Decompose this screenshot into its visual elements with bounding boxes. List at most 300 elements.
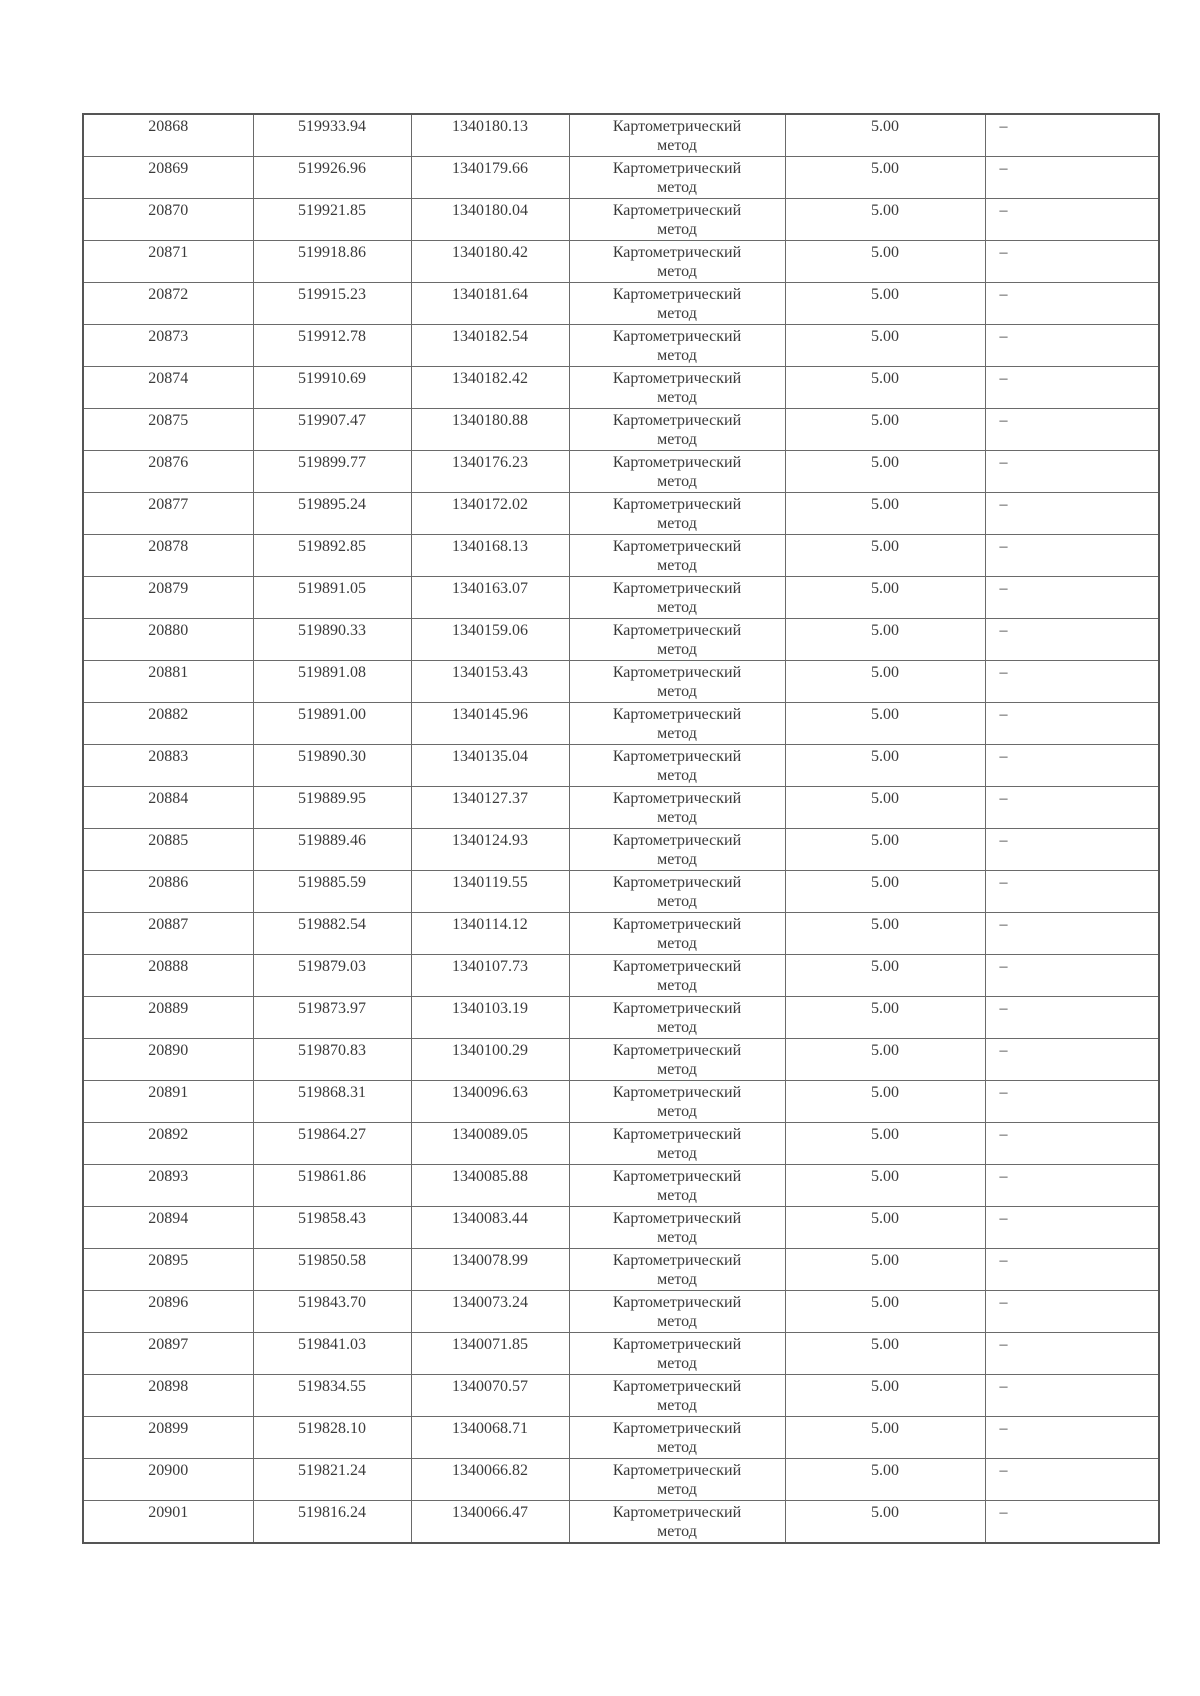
cell-note: –: [985, 577, 1159, 619]
method-line-2: метод: [657, 725, 697, 742]
cell-coordinate-x: 519912.78: [253, 325, 411, 367]
method-line-1: Картометрический: [612, 580, 742, 597]
cell-point-number: 20869: [83, 157, 253, 199]
table-row: [83, 451, 1159, 493]
method-line-1: Картометрический: [612, 1462, 742, 1479]
cell-coordinate-y: 1340107.73: [411, 955, 569, 997]
cell-point-number: 20876: [83, 451, 253, 493]
cell-accuracy: 5.00: [785, 577, 985, 619]
cell-note: –: [985, 661, 1159, 703]
cell-coordinate-x: 519882.54: [253, 913, 411, 955]
cell-point-number: 20873: [83, 325, 253, 367]
cell-note: –: [985, 1417, 1159, 1459]
table-row: [83, 661, 1159, 703]
table-row: [83, 1039, 1159, 1081]
cell-accuracy: 5.00: [785, 1207, 985, 1249]
cell-method: [569, 1081, 785, 1123]
cell-coordinate-y: 1340089.05: [411, 1123, 569, 1165]
method-line-2: метод: [657, 389, 697, 406]
cell-coordinate-x: 519890.30: [253, 745, 411, 787]
cell-note: –: [985, 913, 1159, 955]
cell-coordinate-x: 519910.69: [253, 367, 411, 409]
method-line-1: Картометрический: [612, 328, 742, 345]
method-line-1: Картометрический: [612, 1210, 742, 1227]
cell-method: [569, 871, 785, 913]
cell-accuracy: 5.00: [785, 871, 985, 913]
cell-point-number: 20872: [83, 283, 253, 325]
method-line-1: Картометрический: [612, 1420, 742, 1437]
cell-coordinate-x: 519843.70: [253, 1291, 411, 1333]
method-line-2: метод: [657, 473, 697, 490]
cell-method: [569, 997, 785, 1039]
cell-method: [569, 913, 785, 955]
cell-point-number: 20886: [83, 871, 253, 913]
cell-method: [569, 745, 785, 787]
cell-note: –: [985, 1333, 1159, 1375]
cell-coordinate-y: 1340163.07: [411, 577, 569, 619]
cell-accuracy: 5.00: [785, 451, 985, 493]
coordinates-table: [82, 113, 1160, 1544]
cell-coordinate-y: 1340159.06: [411, 619, 569, 661]
method-line-1: Картометрический: [612, 1168, 742, 1185]
cell-point-number: 20888: [83, 955, 253, 997]
cell-note: –: [985, 1291, 1159, 1333]
cell-note: –: [985, 283, 1159, 325]
cell-coordinate-x: 519864.27: [253, 1123, 411, 1165]
cell-point-number: 20874: [83, 367, 253, 409]
cell-coordinate-y: 1340083.44: [411, 1207, 569, 1249]
table-row: [83, 114, 1159, 157]
cell-coordinate-x: 519926.96: [253, 157, 411, 199]
cell-coordinate-y: 1340153.43: [411, 661, 569, 703]
cell-coordinate-y: 1340070.57: [411, 1375, 569, 1417]
method-line-1: Картометрический: [612, 538, 742, 555]
table-row: [83, 1165, 1159, 1207]
cell-accuracy: 5.00: [785, 409, 985, 451]
cell-accuracy: 5.00: [785, 619, 985, 661]
cell-method: [569, 409, 785, 451]
table-row: [83, 409, 1159, 451]
cell-coordinate-x: 519895.24: [253, 493, 411, 535]
cell-coordinate-x: 519870.83: [253, 1039, 411, 1081]
cell-coordinate-x: 519918.86: [253, 241, 411, 283]
table-row: [83, 1249, 1159, 1291]
cell-accuracy: 5.00: [785, 745, 985, 787]
method-line-2: метод: [657, 1061, 697, 1078]
cell-point-number: 20899: [83, 1417, 253, 1459]
cell-coordinate-y: 1340066.47: [411, 1501, 569, 1544]
cell-point-number: 20894: [83, 1207, 253, 1249]
cell-note: –: [985, 241, 1159, 283]
cell-point-number: 20883: [83, 745, 253, 787]
table-row: [83, 1375, 1159, 1417]
cell-accuracy: 5.00: [785, 703, 985, 745]
cell-note: –: [985, 619, 1159, 661]
cell-accuracy: 5.00: [785, 1039, 985, 1081]
cell-coordinate-x: 519879.03: [253, 955, 411, 997]
method-line-1: Картометрический: [612, 748, 742, 765]
cell-point-number: 20892: [83, 1123, 253, 1165]
table-row: [83, 283, 1159, 325]
cell-note: –: [985, 114, 1159, 157]
cell-coordinate-y: 1340124.93: [411, 829, 569, 871]
cell-coordinate-y: 1340168.13: [411, 535, 569, 577]
cell-method: [569, 703, 785, 745]
coordinates-table-body: [83, 114, 1159, 1543]
method-line-2: метод: [657, 1145, 697, 1162]
method-line-2: метод: [657, 935, 697, 952]
table-row: [83, 703, 1159, 745]
cell-coordinate-y: 1340071.85: [411, 1333, 569, 1375]
cell-method: [569, 241, 785, 283]
table-row: [83, 577, 1159, 619]
cell-accuracy: 5.00: [785, 493, 985, 535]
cell-note: –: [985, 1459, 1159, 1501]
cell-method: [569, 619, 785, 661]
cell-note: –: [985, 1501, 1159, 1544]
method-line-2: метод: [657, 1481, 697, 1498]
cell-point-number: 20896: [83, 1291, 253, 1333]
method-line-1: Картометрический: [612, 370, 742, 387]
method-line-2: метод: [657, 1439, 697, 1456]
method-line-1: Картометрический: [612, 916, 742, 933]
cell-point-number: 20895: [83, 1249, 253, 1291]
cell-coordinate-x: 519907.47: [253, 409, 411, 451]
method-line-1: Картометрический: [612, 496, 742, 513]
cell-accuracy: 5.00: [785, 787, 985, 829]
cell-method: [569, 577, 785, 619]
cell-coordinate-y: 1340073.24: [411, 1291, 569, 1333]
cell-coordinate-y: 1340135.04: [411, 745, 569, 787]
cell-method: [569, 661, 785, 703]
cell-coordinate-y: 1340181.64: [411, 283, 569, 325]
cell-method: [569, 829, 785, 871]
cell-method: [569, 1459, 785, 1501]
cell-accuracy: 5.00: [785, 367, 985, 409]
table-row: [83, 745, 1159, 787]
cell-accuracy: 5.00: [785, 535, 985, 577]
cell-coordinate-x: 519861.86: [253, 1165, 411, 1207]
method-line-2: метод: [657, 1523, 697, 1540]
cell-point-number: 20884: [83, 787, 253, 829]
cell-method: [569, 1333, 785, 1375]
method-line-2: метод: [657, 1313, 697, 1330]
cell-accuracy: 5.00: [785, 241, 985, 283]
cell-accuracy: 5.00: [785, 1375, 985, 1417]
table-row: [83, 241, 1159, 283]
table-row: [83, 367, 1159, 409]
table-row: [83, 1123, 1159, 1165]
method-line-1: Картометрический: [612, 622, 742, 639]
table-row: [83, 619, 1159, 661]
method-line-2: метод: [657, 977, 697, 994]
table-row: [83, 325, 1159, 367]
cell-coordinate-y: 1340172.02: [411, 493, 569, 535]
method-line-2: метод: [657, 809, 697, 826]
cell-point-number: 20871: [83, 241, 253, 283]
cell-point-number: 20875: [83, 409, 253, 451]
method-line-2: метод: [657, 1019, 697, 1036]
cell-method: [569, 1165, 785, 1207]
method-line-1: Картометрический: [612, 1504, 742, 1521]
cell-point-number: 20882: [83, 703, 253, 745]
cell-coordinate-y: 1340066.82: [411, 1459, 569, 1501]
cell-coordinate-y: 1340119.55: [411, 871, 569, 913]
cell-accuracy: 5.00: [785, 1081, 985, 1123]
table-row: [83, 1333, 1159, 1375]
cell-accuracy: 5.00: [785, 913, 985, 955]
cell-note: –: [985, 199, 1159, 241]
method-line-1: Картометрический: [612, 706, 742, 723]
method-line-2: метод: [657, 1397, 697, 1414]
method-line-2: метод: [657, 683, 697, 700]
cell-point-number: 20880: [83, 619, 253, 661]
table-row: [83, 871, 1159, 913]
method-line-1: Картометрический: [612, 202, 742, 219]
cell-note: –: [985, 157, 1159, 199]
cell-coordinate-y: 1340068.71: [411, 1417, 569, 1459]
cell-coordinate-y: 1340085.88: [411, 1165, 569, 1207]
table-row: [83, 1291, 1159, 1333]
cell-coordinate-x: 519850.58: [253, 1249, 411, 1291]
cell-point-number: 20897: [83, 1333, 253, 1375]
method-line-1: Картометрический: [612, 1294, 742, 1311]
cell-note: –: [985, 829, 1159, 871]
cell-accuracy: 5.00: [785, 661, 985, 703]
cell-accuracy: 5.00: [785, 283, 985, 325]
method-line-2: метод: [657, 515, 697, 532]
table-row: [83, 955, 1159, 997]
cell-coordinate-y: 1340145.96: [411, 703, 569, 745]
cell-point-number: 20890: [83, 1039, 253, 1081]
table-row: [83, 997, 1159, 1039]
cell-accuracy: 5.00: [785, 1333, 985, 1375]
cell-coordinate-x: 519891.00: [253, 703, 411, 745]
table-row: [83, 1081, 1159, 1123]
cell-method: [569, 1249, 785, 1291]
cell-point-number: 20870: [83, 199, 253, 241]
cell-point-number: 20885: [83, 829, 253, 871]
cell-note: –: [985, 871, 1159, 913]
cell-point-number: 20878: [83, 535, 253, 577]
cell-note: –: [985, 1039, 1159, 1081]
cell-note: –: [985, 493, 1159, 535]
cell-coordinate-y: 1340182.42: [411, 367, 569, 409]
cell-accuracy: 5.00: [785, 325, 985, 367]
method-line-2: метод: [657, 179, 697, 196]
method-line-1: Картометрический: [612, 412, 742, 429]
method-line-2: метод: [657, 263, 697, 280]
cell-method: [569, 1123, 785, 1165]
cell-coordinate-y: 1340103.19: [411, 997, 569, 1039]
cell-accuracy: 5.00: [785, 1501, 985, 1544]
cell-note: –: [985, 1207, 1159, 1249]
cell-point-number: 20893: [83, 1165, 253, 1207]
cell-method: [569, 493, 785, 535]
cell-method: [569, 451, 785, 493]
method-line-1: Картометрический: [612, 874, 742, 891]
cell-note: –: [985, 1081, 1159, 1123]
cell-coordinate-x: 519890.33: [253, 619, 411, 661]
table-row: [83, 829, 1159, 871]
cell-note: –: [985, 1375, 1159, 1417]
cell-point-number: 20879: [83, 577, 253, 619]
cell-coordinate-x: 519885.59: [253, 871, 411, 913]
cell-accuracy: 5.00: [785, 157, 985, 199]
table-row: [83, 1417, 1159, 1459]
cell-note: –: [985, 745, 1159, 787]
method-line-1: Картометрический: [612, 1084, 742, 1101]
method-line-1: Картометрический: [612, 244, 742, 261]
cell-coordinate-x: 519816.24: [253, 1501, 411, 1544]
table-row: [83, 913, 1159, 955]
cell-accuracy: 5.00: [785, 1123, 985, 1165]
cell-point-number: 20889: [83, 997, 253, 1039]
cell-point-number: 20900: [83, 1459, 253, 1501]
cell-coordinate-x: 519921.85: [253, 199, 411, 241]
cell-method: [569, 787, 785, 829]
cell-coordinate-x: 519858.43: [253, 1207, 411, 1249]
cell-coordinate-y: 1340180.13: [411, 114, 569, 157]
cell-note: –: [985, 367, 1159, 409]
method-line-1: Картометрический: [612, 1126, 742, 1143]
cell-accuracy: 5.00: [785, 829, 985, 871]
cell-coordinate-y: 1340179.66: [411, 157, 569, 199]
cell-coordinate-y: 1340100.29: [411, 1039, 569, 1081]
cell-method: [569, 157, 785, 199]
method-line-2: метод: [657, 1103, 697, 1120]
cell-point-number: 20898: [83, 1375, 253, 1417]
method-line-2: метод: [657, 221, 697, 238]
cell-note: –: [985, 787, 1159, 829]
cell-coordinate-y: 1340180.04: [411, 199, 569, 241]
method-line-2: метод: [657, 767, 697, 784]
cell-coordinate-y: 1340127.37: [411, 787, 569, 829]
cell-method: [569, 1207, 785, 1249]
cell-coordinate-x: 519891.08: [253, 661, 411, 703]
cell-note: –: [985, 535, 1159, 577]
method-line-2: метод: [657, 641, 697, 658]
cell-accuracy: 5.00: [785, 955, 985, 997]
cell-note: –: [985, 1249, 1159, 1291]
table-row: [83, 1207, 1159, 1249]
cell-method: [569, 367, 785, 409]
method-line-2: метод: [657, 1229, 697, 1246]
cell-coordinate-x: 519841.03: [253, 1333, 411, 1375]
method-line-2: метод: [657, 851, 697, 868]
cell-point-number: 20887: [83, 913, 253, 955]
method-line-2: метод: [657, 1355, 697, 1372]
cell-point-number: 20881: [83, 661, 253, 703]
method-line-2: метод: [657, 347, 697, 364]
cell-coordinate-x: 519915.23: [253, 283, 411, 325]
cell-accuracy: 5.00: [785, 1249, 985, 1291]
cell-method: [569, 955, 785, 997]
cell-note: –: [985, 325, 1159, 367]
method-line-1: Картометрический: [612, 790, 742, 807]
cell-note: –: [985, 1123, 1159, 1165]
cell-note: –: [985, 451, 1159, 493]
cell-accuracy: 5.00: [785, 1417, 985, 1459]
method-line-1: Картометрический: [612, 160, 742, 177]
method-line-2: метод: [657, 893, 697, 910]
cell-method: [569, 535, 785, 577]
cell-coordinate-x: 519899.77: [253, 451, 411, 493]
cell-coordinate-y: 1340180.42: [411, 241, 569, 283]
cell-note: –: [985, 703, 1159, 745]
cell-note: –: [985, 409, 1159, 451]
cell-method: [569, 1039, 785, 1081]
cell-coordinate-x: 519892.85: [253, 535, 411, 577]
cell-coordinate-y: 1340078.99: [411, 1249, 569, 1291]
method-line-1: Картометрический: [612, 118, 742, 135]
cell-method: [569, 1291, 785, 1333]
method-line-2: метод: [657, 1271, 697, 1288]
cell-point-number: 20868: [83, 114, 253, 157]
method-line-1: Картометрический: [612, 1378, 742, 1395]
cell-coordinate-x: 519889.46: [253, 829, 411, 871]
cell-coordinate-x: 519868.31: [253, 1081, 411, 1123]
method-line-1: Картометрический: [612, 664, 742, 681]
cell-coordinate-x: 519891.05: [253, 577, 411, 619]
table-row: [83, 157, 1159, 199]
cell-coordinate-y: 1340176.23: [411, 451, 569, 493]
method-line-2: метод: [657, 557, 697, 574]
cell-method: [569, 1417, 785, 1459]
cell-coordinate-y: 1340180.88: [411, 409, 569, 451]
cell-coordinate-x: 519889.95: [253, 787, 411, 829]
table-row: [83, 1501, 1159, 1544]
cell-point-number: 20901: [83, 1501, 253, 1544]
cell-coordinate-x: 519933.94: [253, 114, 411, 157]
cell-coordinate-y: 1340114.12: [411, 913, 569, 955]
cell-coordinate-x: 519828.10: [253, 1417, 411, 1459]
cell-method: [569, 325, 785, 367]
cell-coordinate-x: 519873.97: [253, 997, 411, 1039]
table-row: [83, 1459, 1159, 1501]
cell-note: –: [985, 955, 1159, 997]
method-line-2: метод: [657, 431, 697, 448]
cell-point-number: 20891: [83, 1081, 253, 1123]
cell-coordinate-x: 519821.24: [253, 1459, 411, 1501]
table-row: [83, 493, 1159, 535]
method-line-2: метод: [657, 137, 697, 154]
cell-method: [569, 283, 785, 325]
cell-note: –: [985, 1165, 1159, 1207]
cell-coordinate-x: 519834.55: [253, 1375, 411, 1417]
cell-accuracy: 5.00: [785, 1291, 985, 1333]
method-line-1: Картометрический: [612, 1042, 742, 1059]
table-row: [83, 199, 1159, 241]
method-line-2: метод: [657, 599, 697, 616]
cell-coordinate-y: 1340182.54: [411, 325, 569, 367]
cell-method: [569, 1501, 785, 1544]
method-line-1: Картометрический: [612, 454, 742, 471]
cell-accuracy: 5.00: [785, 997, 985, 1039]
method-line-2: метод: [657, 305, 697, 322]
table-row: [83, 535, 1159, 577]
cell-accuracy: 5.00: [785, 1165, 985, 1207]
cell-coordinate-y: 1340096.63: [411, 1081, 569, 1123]
method-line-1: Картометрический: [612, 832, 742, 849]
table-row: [83, 787, 1159, 829]
cell-accuracy: 5.00: [785, 1459, 985, 1501]
cell-method: [569, 1375, 785, 1417]
cell-accuracy: 5.00: [785, 199, 985, 241]
method-line-1: Картометрический: [612, 286, 742, 303]
cell-point-number: 20877: [83, 493, 253, 535]
method-line-1: Картометрический: [612, 1336, 742, 1353]
